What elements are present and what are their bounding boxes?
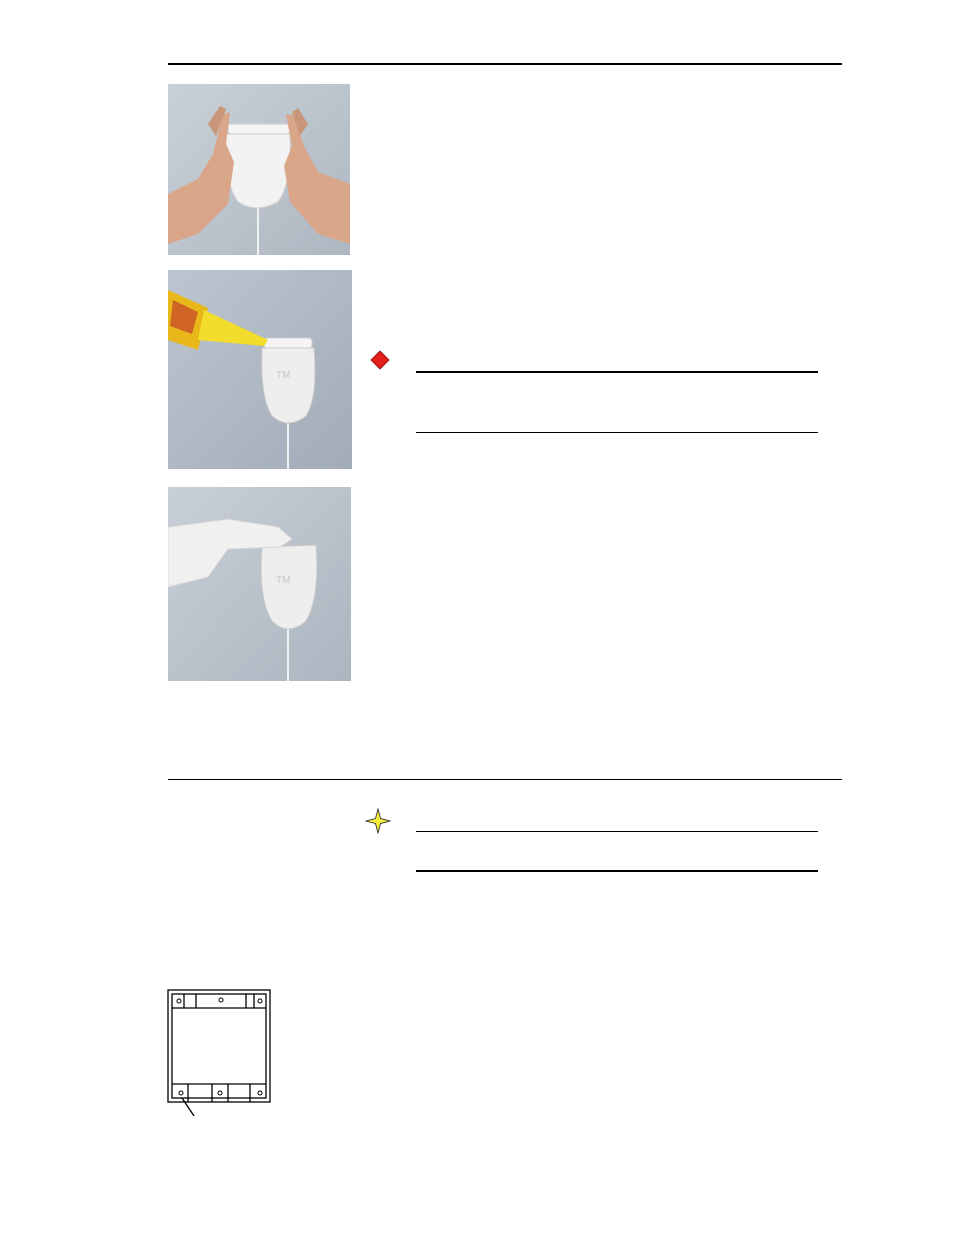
red-diamond-icon [370, 350, 390, 370]
photo-press-housing [168, 84, 350, 255]
warning-top-rule [416, 371, 818, 373]
svg-text:TM: TM [276, 370, 291, 381]
warning-bottom-rule [416, 432, 818, 433]
svg-text:TM: TM [276, 575, 291, 586]
mounting-plate-diagram [166, 988, 276, 1116]
photo-apply-sealant [168, 270, 352, 469]
photo-smooth-sealant [168, 487, 351, 681]
section-rule [168, 779, 842, 780]
tip-top-rule [416, 831, 818, 832]
header-rule [168, 63, 842, 65]
tip-bottom-rule [416, 870, 818, 872]
yellow-star-icon [365, 808, 391, 834]
